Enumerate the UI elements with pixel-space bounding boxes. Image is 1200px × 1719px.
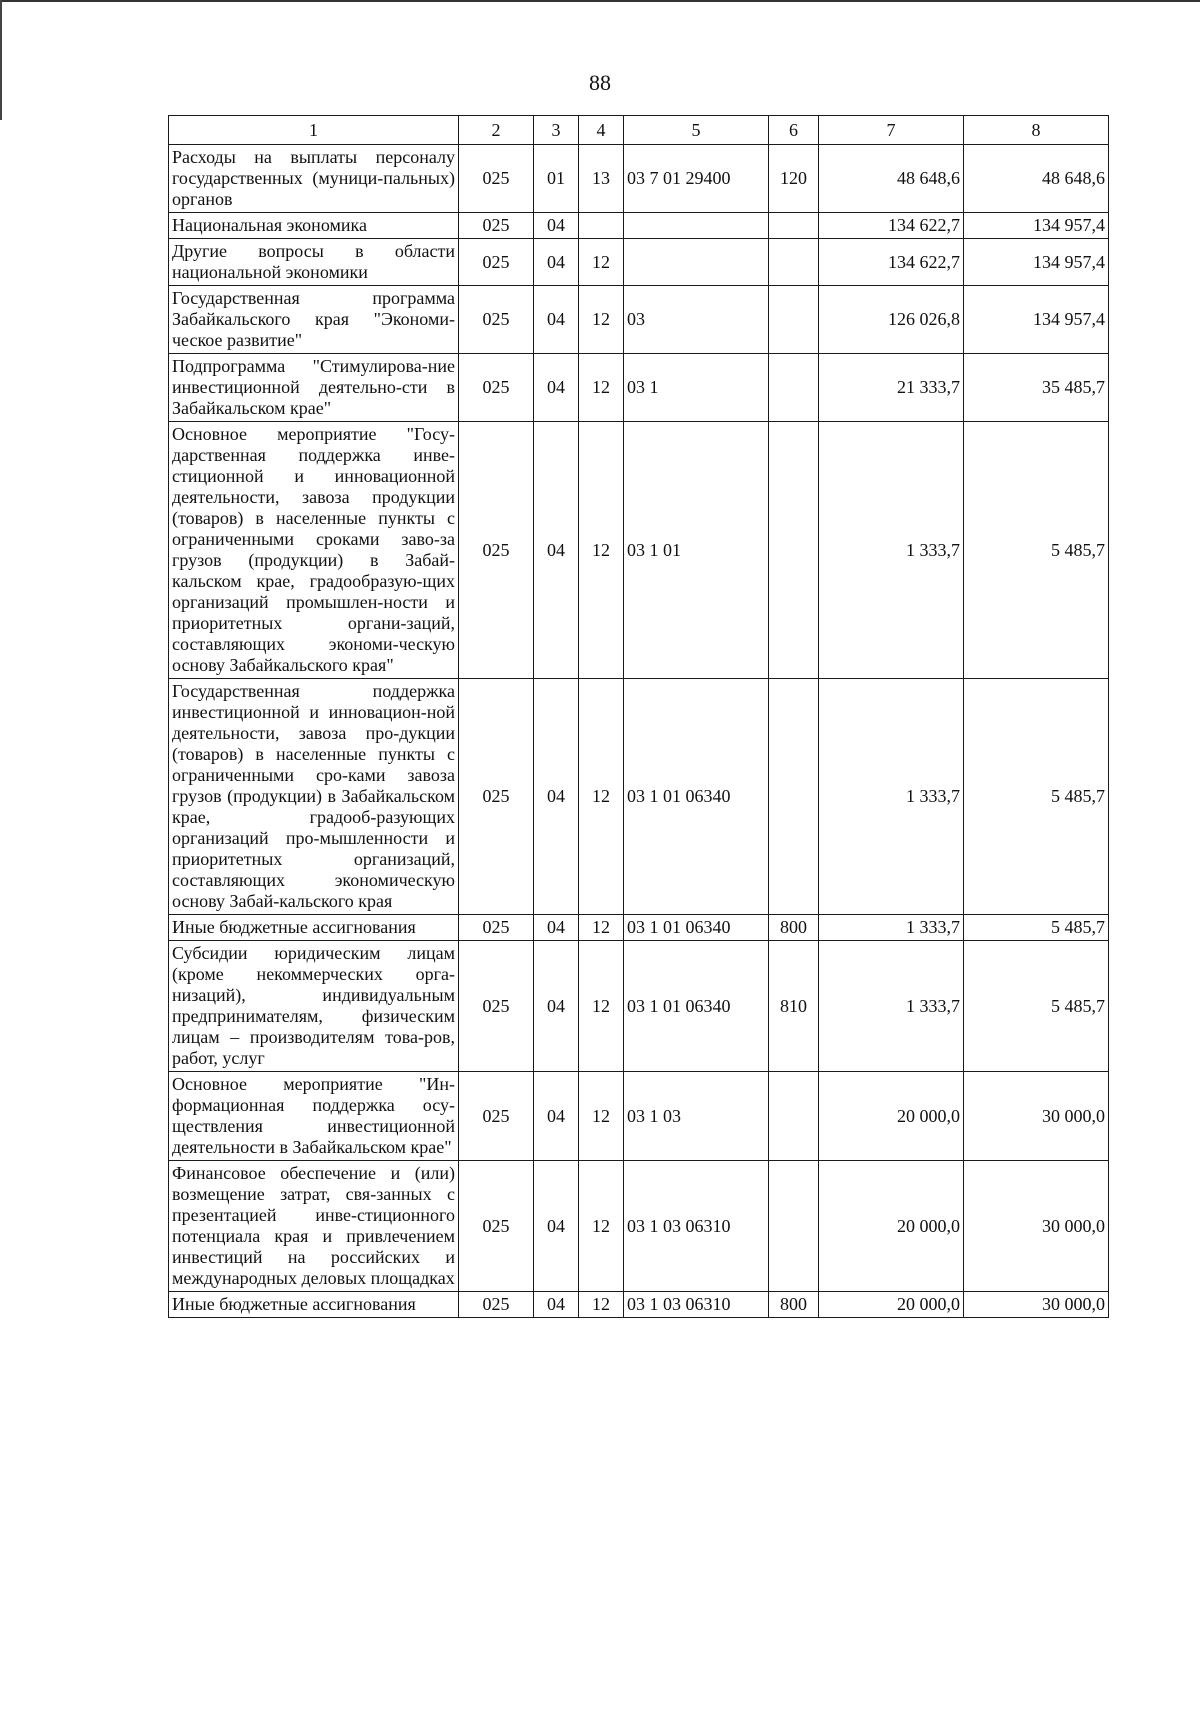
cell-amount-8: 5 485,7 — [964, 941, 1109, 1072]
cell-admin-code: 025 — [459, 1072, 534, 1161]
cell-amount-7: 20 000,0 — [819, 1161, 964, 1292]
cell-amount-7: 21 333,7 — [819, 354, 964, 422]
header-col-6: 6 — [769, 116, 819, 145]
cell-admin-code: 025 — [459, 286, 534, 354]
header-col-3: 3 — [534, 116, 579, 145]
cell-name: Расходы на выплаты персоналу государственных (муници-пальных) органов — [169, 145, 459, 213]
cell-amount-8: 30 000,0 — [964, 1292, 1109, 1318]
cell-expense-type: 120 — [769, 145, 819, 213]
top-scan-edge — [0, 0, 1200, 2]
cell-amount-7: 1 333,7 — [819, 915, 964, 941]
header-col-7: 7 — [819, 116, 964, 145]
cell-name: Национальная экономика — [169, 213, 459, 239]
table-row — [169, 354, 1109, 422]
cell-amount-7: 134 622,7 — [819, 213, 964, 239]
cell-section: 04 — [534, 1072, 579, 1161]
cell-amount-8: 48 648,6 — [964, 145, 1109, 213]
cell-subsection: 13 — [579, 145, 624, 213]
cell-name: Субсидии юридическим лицам (кроме некоммерческих орга-низаций), индивидуальным предпринимателям, физическим лицам – производителям това-ров, работ, услуг — [169, 941, 459, 1072]
cell-target-article: 03 1 — [624, 354, 769, 422]
cell-expense-type — [769, 679, 819, 915]
cell-subsection: 12 — [579, 941, 624, 1072]
table-row — [169, 145, 1109, 213]
table-row — [169, 941, 1109, 1072]
cell-name: Другие вопросы в области национальной экономики — [169, 239, 459, 286]
cell-subsection: 12 — [579, 354, 624, 422]
cell-admin-code: 025 — [459, 213, 534, 239]
cell-admin-code: 025 — [459, 1292, 534, 1318]
cell-amount-7: 1 333,7 — [819, 422, 964, 679]
table-row — [169, 213, 1109, 239]
cell-amount-8: 5 485,7 — [964, 915, 1109, 941]
header-col-2: 2 — [459, 116, 534, 145]
cell-expense-type: 810 — [769, 941, 819, 1072]
cell-subsection: 12 — [579, 1072, 624, 1161]
cell-amount-7: 20 000,0 — [819, 1292, 964, 1318]
cell-target-article — [624, 239, 769, 286]
cell-section: 04 — [534, 1292, 579, 1318]
cell-section: 04 — [534, 1161, 579, 1292]
cell-target-article: 03 1 01 06340 — [624, 941, 769, 1072]
cell-target-article: 03 1 01 06340 — [624, 915, 769, 941]
cell-subsection: 12 — [579, 239, 624, 286]
cell-section: 04 — [534, 286, 579, 354]
cell-expense-type — [769, 286, 819, 354]
cell-amount-7: 1 333,7 — [819, 941, 964, 1072]
cell-admin-code: 025 — [459, 1161, 534, 1292]
cell-expense-type: 800 — [769, 915, 819, 941]
cell-admin-code: 025 — [459, 915, 534, 941]
cell-subsection: 12 — [579, 915, 624, 941]
cell-admin-code: 025 — [459, 145, 534, 213]
table-row — [169, 679, 1109, 915]
cell-amount-8: 30 000,0 — [964, 1072, 1109, 1161]
cell-amount-8: 35 485,7 — [964, 354, 1109, 422]
cell-amount-8: 30 000,0 — [964, 1161, 1109, 1292]
cell-target-article: 03 1 01 — [624, 422, 769, 679]
cell-target-article: 03 1 01 06340 — [624, 679, 769, 915]
cell-section: 04 — [534, 941, 579, 1072]
cell-target-article: 03 1 03 — [624, 1072, 769, 1161]
cell-target-article — [624, 213, 769, 239]
header-col-1: 1 — [169, 116, 459, 145]
cell-expense-type — [769, 354, 819, 422]
cell-subsection: 12 — [579, 286, 624, 354]
cell-admin-code: 025 — [459, 354, 534, 422]
cell-section: 04 — [534, 354, 579, 422]
cell-amount-7: 48 648,6 — [819, 145, 964, 213]
cell-admin-code: 025 — [459, 941, 534, 1072]
cell-name: Иные бюджетные ассигнования — [169, 915, 459, 941]
cell-expense-type — [769, 1161, 819, 1292]
cell-amount-8: 5 485,7 — [964, 679, 1109, 915]
cell-amount-7: 1 333,7 — [819, 679, 964, 915]
cell-section: 04 — [534, 679, 579, 915]
table-row — [169, 1161, 1109, 1292]
cell-name: Основное мероприятие "Госу-дарственная поддержка инве-стиционной и инновационной деятельности, завоза продукции (товаров) в населенные пункты с ограниченными сроками заво-за грузов (продукции) в Забай-кальском крае, градообразую-щих организаций промышлен-ности и приоритетных органи-заций, составляющих экономи-ческую основу Забайкальского края" — [169, 422, 459, 679]
table-row — [169, 239, 1109, 286]
cell-target-article: 03 7 01 29400 — [624, 145, 769, 213]
cell-name: Основное мероприятие "Ин-формационная поддержка осу-ществления инвестиционной деятельности в Забайкальском крае" — [169, 1072, 459, 1161]
cell-subsection: 12 — [579, 1292, 624, 1318]
cell-subsection: 12 — [579, 1161, 624, 1292]
cell-section: 01 — [534, 145, 579, 213]
cell-admin-code: 025 — [459, 422, 534, 679]
header-col-4: 4 — [579, 116, 624, 145]
cell-name: Финансовое обеспечение и (или) возмещение затрат, свя-занных с презентацией инве-стиционного потенциала края и привлечением инвестиций на российских и международных деловых площадках — [169, 1161, 459, 1292]
page-number: 88 — [589, 70, 611, 95]
cell-amount-8: 134 957,4 — [964, 239, 1109, 286]
cell-admin-code: 025 — [459, 679, 534, 915]
cell-expense-type — [769, 1072, 819, 1161]
cell-amount-8: 134 957,4 — [964, 286, 1109, 354]
left-scan-edge — [0, 0, 2, 120]
cell-name: Иные бюджетные ассигнования — [169, 1292, 459, 1318]
cell-amount-7: 20 000,0 — [819, 1072, 964, 1161]
cell-name: Государственная поддержка инвестиционной и инновацион-ной деятельности, завоза про-дукции (товаров) в населенные пункты с ограниченными сро-ками завоза грузов (продукции) в Забайкальском крае, градооб-разующих организаций про-мышленности и приоритетных организаций, составляющих экономическую основу Забай-кальского края — [169, 679, 459, 915]
cell-section: 04 — [534, 915, 579, 941]
cell-amount-8: 5 485,7 — [964, 422, 1109, 679]
cell-subsection — [579, 213, 624, 239]
cell-expense-type — [769, 422, 819, 679]
cell-expense-type — [769, 213, 819, 239]
cell-expense-type: 800 — [769, 1292, 819, 1318]
cell-subsection: 12 — [579, 679, 624, 915]
table-row — [169, 1072, 1109, 1161]
cell-target-article: 03 1 03 06310 — [624, 1161, 769, 1292]
cell-admin-code: 025 — [459, 239, 534, 286]
table-row — [169, 286, 1109, 354]
cell-target-article: 03 — [624, 286, 769, 354]
table-row — [169, 1292, 1109, 1318]
cell-section: 04 — [534, 239, 579, 286]
cell-name: Государственная программа Забайкальского края "Экономи-ческое развитие" — [169, 286, 459, 354]
cell-amount-8: 134 957,4 — [964, 213, 1109, 239]
table-row — [169, 915, 1109, 941]
table-header-row — [169, 116, 1109, 145]
table-row — [169, 422, 1109, 679]
cell-expense-type — [769, 239, 819, 286]
cell-section: 04 — [534, 422, 579, 679]
cell-target-article: 03 1 03 06310 — [624, 1292, 769, 1318]
cell-section: 04 — [534, 213, 579, 239]
cell-amount-7: 126 026,8 — [819, 286, 964, 354]
header-col-8: 8 — [964, 116, 1109, 145]
cell-amount-7: 134 622,7 — [819, 239, 964, 286]
budget-table — [168, 115, 1109, 1318]
cell-subsection: 12 — [579, 422, 624, 679]
cell-name: Подпрограмма "Стимулирова-ние инвестиционной деятельно-сти в Забайкальском крае" — [169, 354, 459, 422]
header-col-5: 5 — [624, 116, 769, 145]
